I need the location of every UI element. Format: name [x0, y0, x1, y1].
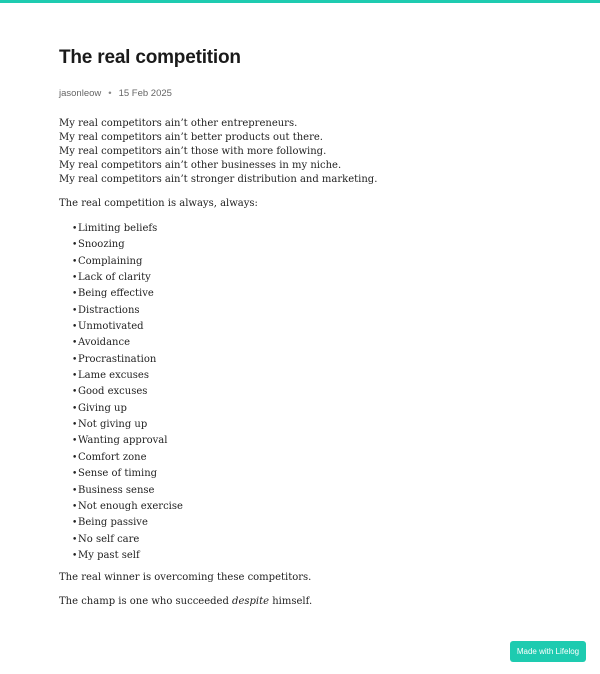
- list-item: • Lack of clarity: [72, 270, 559, 286]
- intro-line: My real competitors ain’t better products out there.: [59, 132, 323, 143]
- list-item: • Snoozing: [72, 237, 559, 253]
- list-item: • Complaining: [72, 254, 559, 270]
- list-item: • Distractions: [72, 303, 559, 319]
- post-article: [59, 46, 559, 619]
- list-item: • Not giving up: [72, 417, 559, 433]
- meta-separator: •: [108, 88, 112, 99]
- champ-paragraph: [59, 595, 559, 609]
- list-item: • Sense of timing: [72, 466, 559, 482]
- list-item: • Wanting approval: [72, 433, 559, 449]
- lead-in-paragraph: The real competition is always, always:: [59, 198, 258, 209]
- list-item: • Limiting beliefs: [72, 221, 559, 237]
- list-item: • Good excuses: [72, 384, 559, 400]
- winner-paragraph: The real winner is overcoming these competitors.: [59, 572, 312, 584]
- list-item: • Comfort zone: [72, 450, 559, 466]
- list-item: • Avoidance: [72, 335, 559, 351]
- list-item: • Not enough exercise: [72, 499, 559, 515]
- post-author[interactable]: jasonleow: [59, 88, 102, 99]
- made-with-lifelog-button[interactable]: Made with Lifelog: [510, 641, 586, 662]
- list-item: • Lame excuses: [72, 368, 559, 384]
- list-item: • No self care: [72, 532, 559, 548]
- champ-text-after: himself.: [269, 596, 313, 608]
- list-item: • Being effective: [72, 286, 559, 302]
- champ-emphasis: despite: [232, 596, 270, 608]
- list-item: • Procrastination: [72, 352, 559, 368]
- post-date: 15 Feb 2025: [118, 88, 172, 99]
- intro-line: My real competitors ain’t those with more following.: [59, 146, 327, 157]
- intro-line: My real competitors ain’t stronger distribution and marketing.: [59, 174, 378, 185]
- competitors-list: [59, 221, 559, 564]
- intro-line: My real competitors ain’t other businesses in my niche.: [59, 160, 342, 171]
- intro-line: My real competitors ain’t other entrepreneurs.: [59, 118, 298, 129]
- list-item: • Unmotivated: [72, 319, 559, 335]
- post-title: The real competition: [59, 47, 241, 68]
- top-accent-bar: [0, 0, 600, 3]
- champ-text-before: The champ is one who succeeded: [59, 596, 233, 608]
- list-item: • Business sense: [72, 483, 559, 499]
- list-item: • Giving up: [72, 401, 559, 417]
- intro-lines: [59, 117, 559, 187]
- list-item: • My past self: [72, 548, 559, 564]
- list-item: • Being passive: [72, 515, 559, 531]
- post-meta: [59, 88, 559, 100]
